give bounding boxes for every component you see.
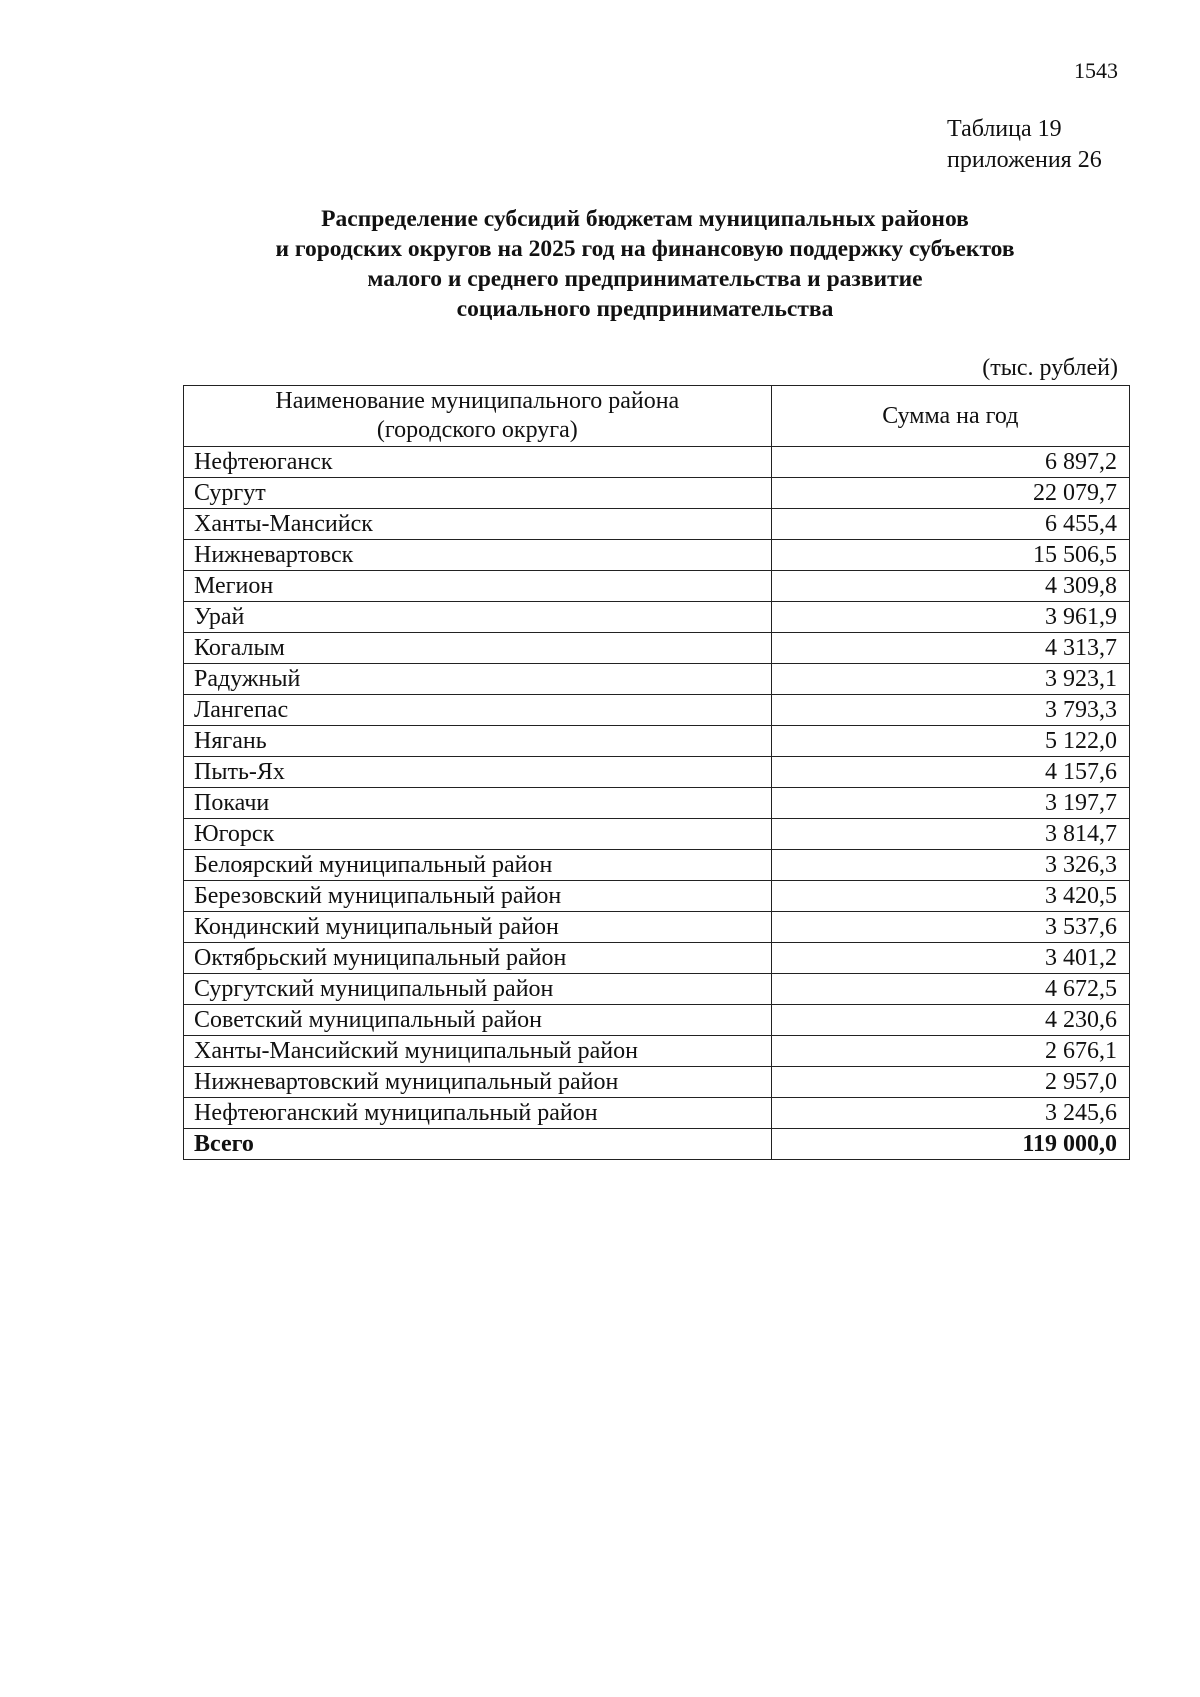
header-sum-cell: Сумма на год	[771, 386, 1129, 447]
amount-cell: 3 401,2	[771, 943, 1129, 974]
district-name-cell: Югорск	[184, 819, 772, 850]
district-name-cell: Березовский муниципальный район	[184, 881, 772, 912]
header-name-line: Наименование муниципального района	[275, 388, 680, 414]
district-name-cell: Советский муниципальный район	[184, 1005, 772, 1036]
title-line: и городских округов на 2025 год на финансовую поддержку субъектов	[275, 236, 1015, 262]
table-body	[184, 447, 1130, 1160]
table-ref-line: Таблица 19	[947, 116, 1062, 142]
amount-cell: 2 957,0	[771, 1067, 1129, 1098]
amount-cell: 3 814,7	[771, 819, 1129, 850]
district-name-cell: Ханты-Мансийск	[184, 509, 772, 540]
amount-cell: 6 455,4	[771, 509, 1129, 540]
subsidy-table	[183, 385, 1130, 1160]
table-row	[184, 788, 1130, 819]
table-row	[184, 695, 1130, 726]
table-row	[184, 974, 1130, 1005]
amount-cell: 22 079,7	[771, 478, 1129, 509]
table-row	[184, 850, 1130, 881]
table-ref-line: приложения 26	[947, 147, 1102, 173]
district-name-cell: Пыть-Ях	[184, 757, 772, 788]
district-name-cell: Октябрьский муниципальный район	[184, 943, 772, 974]
page-number: 1543	[1074, 58, 1118, 83]
title-line: социального предпринимательства	[456, 296, 834, 322]
district-name-cell: Сургутский муниципальный район	[184, 974, 772, 1005]
district-name-cell: Ханты-Мансийский муниципальный район	[184, 1036, 772, 1067]
table-row	[184, 664, 1130, 695]
total-row	[184, 1129, 1130, 1160]
title-line: малого и среднего предпринимательства и развитие	[367, 266, 923, 292]
amount-cell: 3 923,1	[771, 664, 1129, 695]
document-title	[150, 204, 1140, 324]
total-amount-cell: 119 000,0	[771, 1129, 1129, 1160]
amount-cell: 4 313,7	[771, 633, 1129, 664]
total-label-cell: Всего	[184, 1129, 772, 1160]
district-name-cell: Нефтеюганский муниципальный район	[184, 1098, 772, 1129]
district-name-cell: Нижневартовск	[184, 540, 772, 571]
amount-cell: 15 506,5	[771, 540, 1129, 571]
district-name-cell: Радужный	[184, 664, 772, 695]
district-name-cell: Кондинский муниципальный район	[184, 912, 772, 943]
table-row	[184, 602, 1130, 633]
district-name-cell: Когалым	[184, 633, 772, 664]
units-label: (тыс. рублей)	[982, 355, 1118, 381]
title-line: Распределение субсидий бюджетам муниципальных районов	[321, 206, 969, 232]
table-row	[184, 943, 1130, 974]
amount-cell: 2 676,1	[771, 1036, 1129, 1067]
table-row	[184, 633, 1130, 664]
table-row	[184, 1005, 1130, 1036]
table-row	[184, 757, 1130, 788]
district-name-cell: Урай	[184, 602, 772, 633]
table-row	[184, 726, 1130, 757]
table-row	[184, 447, 1130, 478]
amount-cell: 4 230,6	[771, 1005, 1129, 1036]
table-row	[184, 571, 1130, 602]
amount-cell: 3 537,6	[771, 912, 1129, 943]
amount-cell: 3 245,6	[771, 1098, 1129, 1129]
district-name-cell: Мегион	[184, 571, 772, 602]
table-row	[184, 881, 1130, 912]
amount-cell: 3 961,9	[771, 602, 1129, 633]
amount-cell: 4 672,5	[771, 974, 1129, 1005]
table-reference	[947, 114, 1102, 176]
table-header-row	[184, 386, 1130, 447]
amount-cell: 3 420,5	[771, 881, 1129, 912]
amount-cell: 3 793,3	[771, 695, 1129, 726]
amount-cell: 3 197,7	[771, 788, 1129, 819]
table-row	[184, 478, 1130, 509]
amount-cell: 4 157,6	[771, 757, 1129, 788]
header-name-line: (городского округа)	[376, 417, 578, 443]
district-name-cell: Покачи	[184, 788, 772, 819]
amount-cell: 5 122,0	[771, 726, 1129, 757]
district-name-cell: Нягань	[184, 726, 772, 757]
district-name-cell: Лангепас	[184, 695, 772, 726]
amount-cell: 6 897,2	[771, 447, 1129, 478]
table-row	[184, 819, 1130, 850]
table-row	[184, 509, 1130, 540]
amount-cell: 3 326,3	[771, 850, 1129, 881]
district-name-cell: Нижневартовский муниципальный район	[184, 1067, 772, 1098]
table-row	[184, 1067, 1130, 1098]
header-name-cell	[184, 386, 772, 447]
district-name-cell: Сургут	[184, 478, 772, 509]
table-row	[184, 1098, 1130, 1129]
table-row	[184, 1036, 1130, 1067]
district-name-cell: Нефтеюганск	[184, 447, 772, 478]
district-name-cell: Белоярский муниципальный район	[184, 850, 772, 881]
amount-cell: 4 309,8	[771, 571, 1129, 602]
table-row	[184, 540, 1130, 571]
table-row	[184, 912, 1130, 943]
